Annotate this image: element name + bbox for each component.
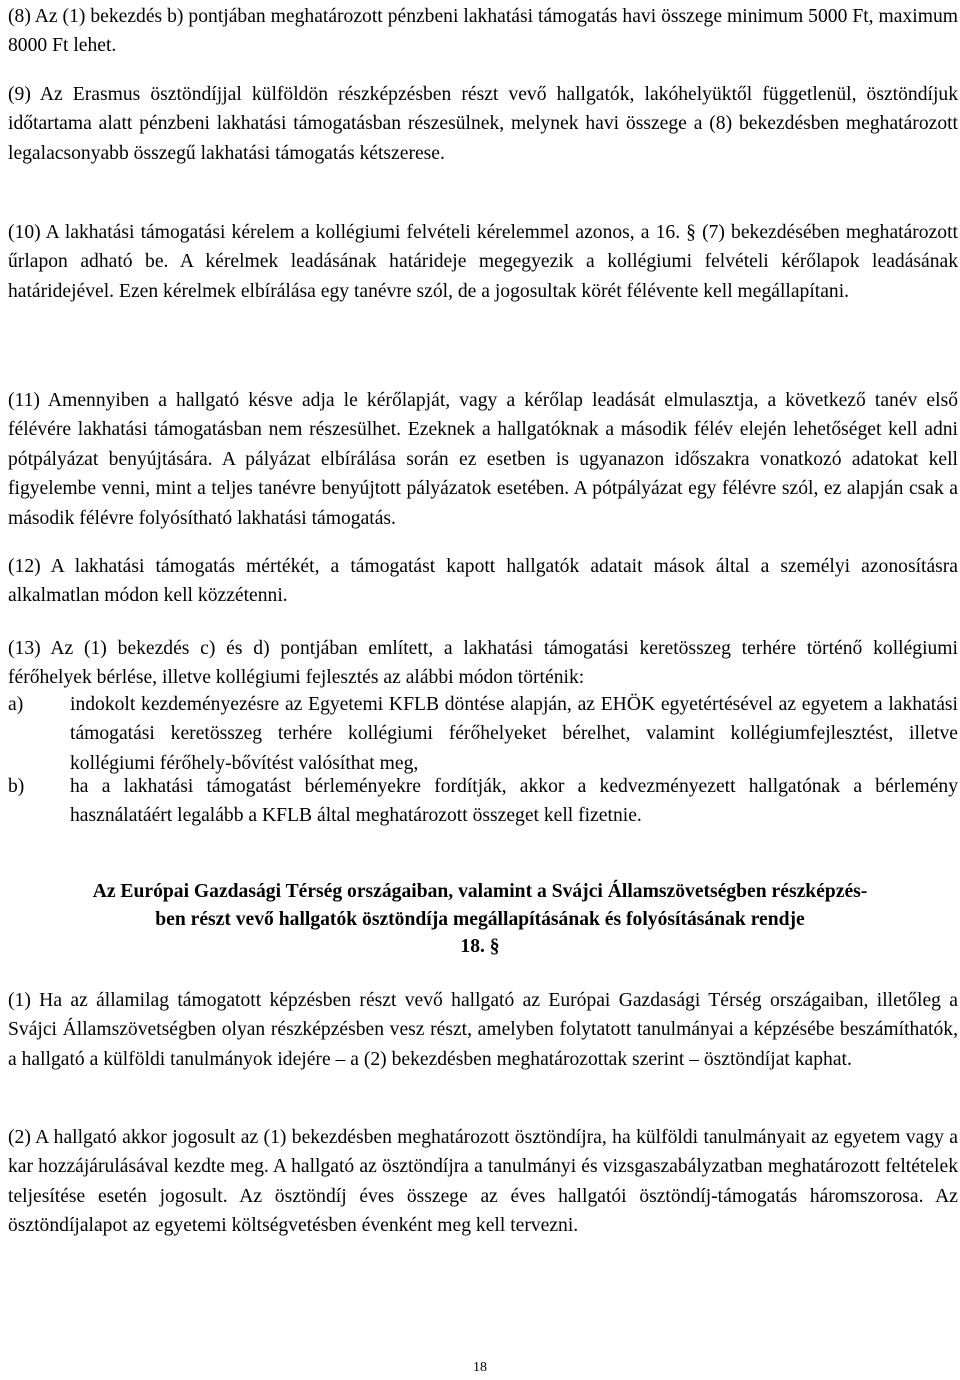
item-text: ha a lakhatási támogatást bérleményekre fordítják, akkor a kedvezményezett hallgatónak a bérlemény használatáért legalább a KFLB által meghatározott összeget kell fizetnie. [70, 776, 958, 827]
section-heading-line-2: ben részt vevő hallgatók ösztöndíja megállapításának és folyósításának rendje [155, 909, 805, 930]
paragraph-13: (13) Az (1) bekezdés c) és d) pontjában említett, a lakhatási támogatási keretösszeg terhére történő kollégiumi férőhelyek bérlése, illetve kollégiumi fejlesztés az alábbi módon történik: [8, 638, 958, 689]
paragraph-13-item-b [8, 772, 958, 831]
item-label: b) [8, 776, 25, 797]
item-text: indokolt kezdeményezésre az Egyetemi KFLB döntése alapján, az EHÖK egyetértésével az egyetem a lakhatási támogatási keretösszeg terhére kollégiumi férőhelyeket bérelhet, valamint kollégiumfejlesztést, illetve kollégiumi férőhely-bővítést valósíthat meg, [70, 694, 958, 774]
paragraph-11: (11) Amennyiben a hallgató késve adja le kérőlapját, vagy a kérőlap leadását elmulasztja, a következő tanév első félévére lakhatási támogatásban nem részesülhet. Ezeknek a hallgatóknak a második félév elején lehetőséget kell adni pótpályázat benyújtására. A pályázat elbírálása során ez esetben is ugyanazon időszakra vonatkozó adatokat kell figyelembe venni, mint a teljes tanévre benyújtott pályázatok esetében. A pótpályázat egy félévre szól, ez alapján csak a második félévre folyósítható lakhatási támogatás. [8, 390, 958, 529]
item-label: a) [8, 694, 24, 715]
section-paragraph-1: (1) Ha az államilag támogatott képzésben részt vevő hallgató az Európai Gazdasági Térség országaiban, illetőleg a Svájci Államszövetségben olyan részképzésben vesz részt, amelyben folytatott tanulmányai a képzésébe beszámíthatók, a hallgató a külföldi tanulmányok idejére – a (2) bekezdésben meghatározottak szerint – ösztöndíjat kaphat. [8, 990, 958, 1070]
section-number: 18. § [460, 936, 500, 957]
paragraph-13-item-a [8, 690, 958, 778]
paragraph-9: (9) Az Erasmus ösztöndíjjal külföldön részképzésben részt vevő hallgatók, lakóhelyüktől függetlenül, ösztöndíjuk időtartama alatt pénzbeni lakhatási támogatásban részesülnek, melynek havi összege a (8) bekezdésben meghatározott legalacsonyabb összegű lakhatási támogatás kétszerese. [8, 84, 958, 164]
paragraph-12: (12) A lakhatási támogatás mértékét, a támogatást kapott hallgatók adatait mások által a személyi azonosításra alkalmatlan módon kell közzétenni. [8, 556, 958, 607]
section-heading-line-1: Az Európai Gazdasági Térség országaiban, valamint a Svájci Államszövetségben részképzés- [92, 881, 868, 902]
section-paragraph-2: (2) A hallgató akkor jogosult az (1) bekezdésben meghatározott ösztöndíjra, ha külföldi tanulmányait az egyetem vagy a kar hozzájárulásával kezdte meg. A hallgató az ösztöndíjra a tanulmányi és vizsgaszabályzatban meghatározott feltételek teljesítése esetén jogosult. Az ösztöndíj éves összege az éves hallgatói ösztöndíj-támogatás háromszorosa. Az ösztöndíjalapot az egyetemi költségvetésben évenként meg kell tervezni. [8, 1127, 958, 1237]
paragraph-8: (8) Az (1) bekezdés b) pontjában meghatározott pénzbeni lakhatási támogatás havi összege minimum 5000 Ft, maximum 8000 Ft lehet. [8, 6, 958, 57]
page-number: 18 [473, 1360, 487, 1375]
paragraph-10: (10) A lakhatási támogatási kérelem a kollégiumi felvételi kérelemmel azonos, a 16. § (7) bekezdésében meghatározott űrlapon adható be. A kérelmek leadásának határideje megegyezik a kollégiumi felvételi kérőlapok leadásának határidejével. Ezen kérelmek elbírálása egy tanévre szól, de a jogosultak körét félévente kell megállapítani. [8, 222, 958, 302]
